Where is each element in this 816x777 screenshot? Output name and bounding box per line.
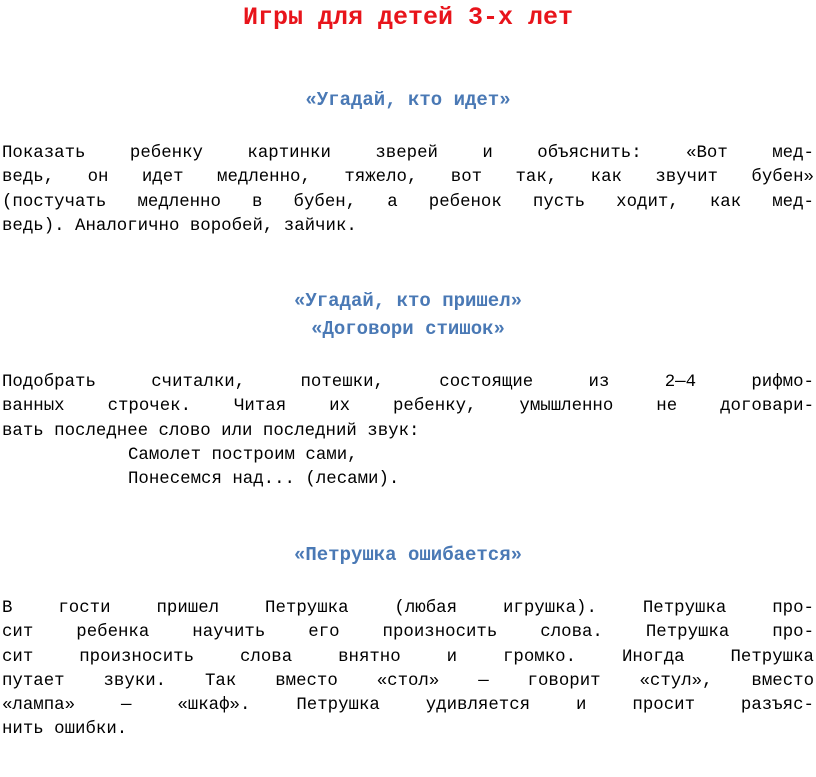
page-title: Игры для детей 3-х лет <box>242 3 574 32</box>
verse <box>128 444 399 493</box>
paragraph-guess-who-walks <box>2 142 814 239</box>
paragraph-line: вать последнее слово или последний звук: <box>2 421 420 441</box>
paragraph-line: (постучать медленно в бубен, а ребенок пусть ходит, как мед- <box>2 192 814 212</box>
paragraph-line: нить ошибки. <box>2 720 128 740</box>
paragraph-petrushka-mistakes <box>2 597 814 743</box>
section-heading-guess-who-came: «Угадай, кто пришел» <box>293 290 523 312</box>
paragraph-line: В гости пришел Петрушка (любая игрушка). Петрушка про- <box>2 599 814 618</box>
paragraph-line: Подобрать считалки, потешки, состоящие из 2—4 рифмо- <box>2 373 814 392</box>
verse-line: Самолет построим сами, <box>128 446 358 465</box>
paragraph-finish-the-rhyme <box>2 371 814 444</box>
paragraph-line: сит произносить слова внятно и громко. Иногда Петрушка <box>2 647 814 667</box>
paragraph-line: путает звуки. Так вместо «стол» — говорит «стул», вместо <box>2 671 814 691</box>
paragraph-line: Показать ребенку картинки зверей и объяснить: «Вот мед- <box>2 144 814 163</box>
section-heading-finish-the-rhyme: «Договори стишок» <box>311 318 505 340</box>
section-heading-guess-who-walks: «Угадай, кто идет» <box>305 89 511 111</box>
paragraph-line: ванных строчек. Читая их ребенку, умышленно не договари- <box>2 397 814 417</box>
verse-line: Понесемся над... (лесами). <box>128 470 400 490</box>
paragraph-line: сит ребенка научить его произносить слова. Петрушка про- <box>2 623 814 643</box>
paragraph-line: «лампа» — «шкаф». Петрушка удивляется и просит разъяс- <box>2 696 814 716</box>
paragraph-line: ведь). Аналогично воробей, зайчик. <box>2 216 357 236</box>
paragraph-line: ведь, он идет медленно, тяжело, вот так, как звучит бубен» <box>2 168 814 188</box>
section-heading-petrushka-mistakes: «Петрушка ошибается» <box>293 544 523 566</box>
